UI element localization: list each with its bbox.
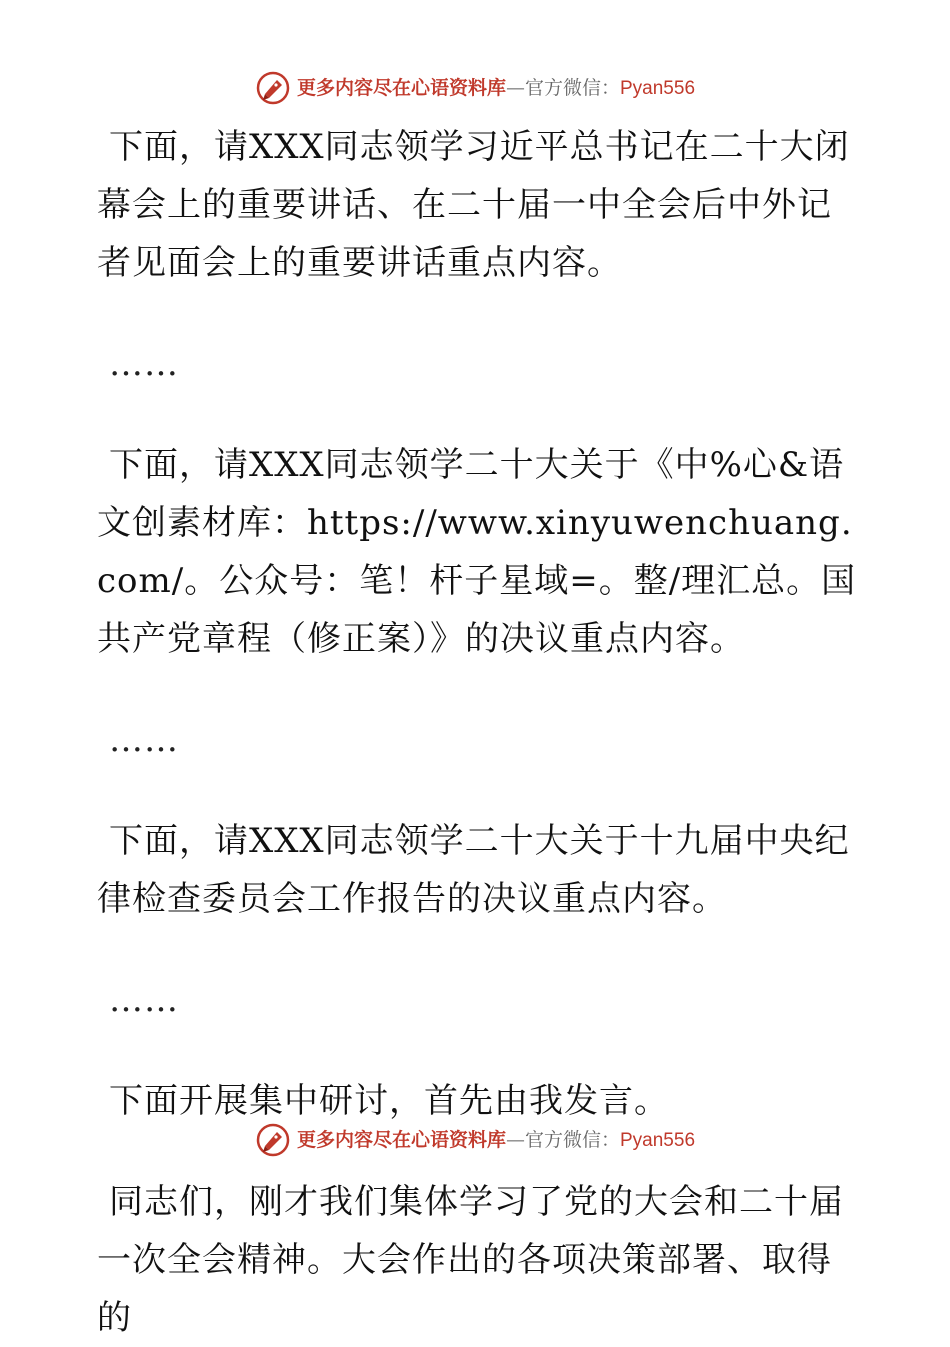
paragraph-2: 下面，请XXX同志领学二十大关于《中%心&语文创素材库：https://www.xinyuwenchuang.com/。公众号：笔！杆子星域=。整/理汇总。国共产党章程（修正案）》的决议重点内容。 <box>97 445 857 659</box>
ellipsis-2: …… <box>109 720 179 760</box>
footer-brand: 更多内容尽在心语资料库 <box>296 1128 506 1151</box>
header-brand: 更多内容尽在心语资料库 <box>296 76 506 99</box>
pen-nib-icon <box>255 70 291 106</box>
header-separator: — <box>505 76 525 99</box>
footer-separator: — <box>505 1128 525 1151</box>
header-label: 官方微信： <box>524 76 620 99</box>
header-value: Pyan556 <box>620 77 696 99</box>
header-watermark-text <box>296 76 696 99</box>
ellipsis-3: …… <box>109 980 179 1020</box>
document-body <box>97 118 857 1347</box>
footer-value: Pyan556 <box>620 1129 696 1151</box>
ellipsis-1: …… <box>109 344 179 384</box>
pen-nib-icon <box>255 1122 291 1158</box>
paragraph-5: 同志们，刚才我们集体学习了党的大会和二十届一次全会精神。大会作出的各项决策部署、取得的 <box>97 1182 844 1338</box>
paragraph-1: 下面，请XXX同志领学习近平总书记在二十大闭幕会上的重要讲话、在二十届一中全会后中外记者见面会上的重要讲话重点内容。 <box>97 127 850 283</box>
paragraph-3: 下面，请XXX同志领学二十大关于十九届中央纪律检查委员会工作报告的决议重点内容。 <box>97 821 850 919</box>
footer-watermark-text <box>296 1128 696 1151</box>
header-watermark <box>0 68 950 108</box>
paragraph-4: 下面开展集中研讨，首先由我发言。 <box>109 1081 669 1121</box>
footer-label: 官方微信： <box>524 1128 620 1151</box>
footer-watermark <box>0 1120 950 1160</box>
